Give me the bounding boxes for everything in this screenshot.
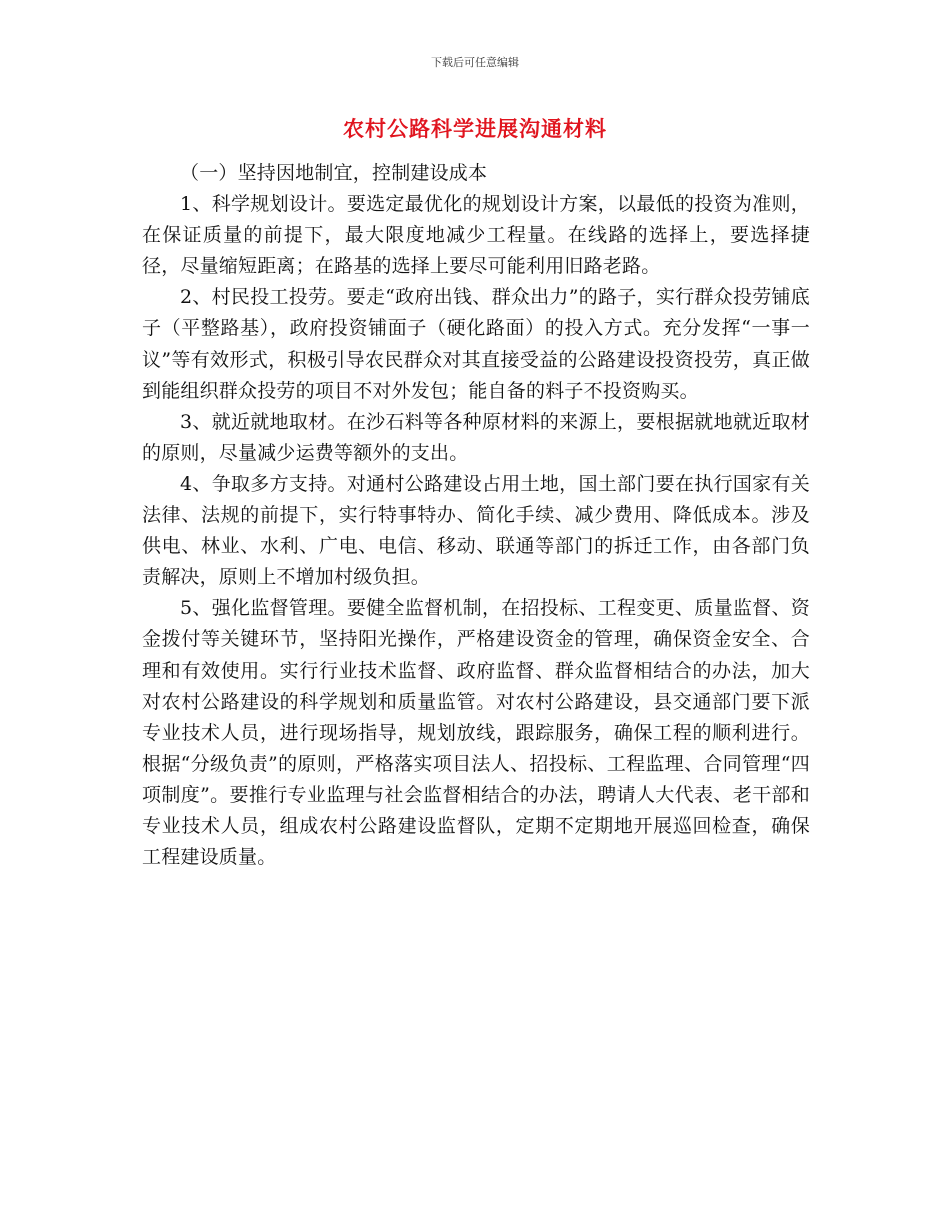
paragraph-3: 3、就近就地取材。在沙石料等各种原材料的来源上，要根据就地就近取材的原则，尽量减少运费等额外的支出。 (142, 410, 810, 464)
section-heading: （一）坚持因地制宜，控制建设成本 (180, 162, 488, 184)
header-note: 下载后可任意编辑 (431, 56, 519, 69)
paragraph-2: 2、村民投工投劳。要走“政府出钱、群众出力”的路子，实行群众投劳铺底子（平整路基），政府投资铺面子（硬化路面）的投入方式。充分发挥“一事一议”等有效形式，积极引导农民群众对其直接受益的公路建设投资投劳，真正做到能组织群众投劳的项目不对外发包；能自备的料子不投资购买。 (142, 286, 810, 402)
paragraph-5: 5、强化监督管理。要健全监督机制，在招投标、工程变更、质量监督、资金拨付等关键环节，坚持阳光操作，严格建设资金的管理，确保资金安全、合理和有效使用。实行行业技术监督、政府监督、群众监督相结合的办法，加大对农村公路建设的科学规划和质量监管。对农村公路建设，县交通部门要下派专业技术人员，进行现场指导，规划放线，跟踪服务，确保工程的顺利进行。根据“分级负责”的原则，严格落实项目法人、招投标、工程监理、合同管理“四项制度”。要推行专业监理与社会监督相结合的办法，聘请人大代表、老干部和专业技术人员，组成农村公路建设监督队，定期不定期地开展巡回检查，确保工程建设质量。 (142, 597, 810, 869)
document-body (142, 158, 810, 873)
paragraph-1: 1、科学规划设计。要选定最优化的规划设计方案，以最低的投资为准则，在保证质量的前提下，最大限度地减少工程量。在线路的选择上，要选择捷径，尽量缩短距离；在路基的选择上要尽可能利用旧路老路。 (142, 193, 810, 278)
document-title: 农村公路科学进展沟通材料 (343, 117, 607, 141)
paragraph-4: 4、争取多方支持。对通村公路建设占用土地，国土部门要在执行国家有关法律、法规的前提下，实行特事特办、简化手续、减少费用、降低成本。涉及供电、林业、水利、广电、电信、移动、联通等部门的拆迁工作，由各部门负责解决，原则上不增加村级负担。 (142, 472, 810, 589)
